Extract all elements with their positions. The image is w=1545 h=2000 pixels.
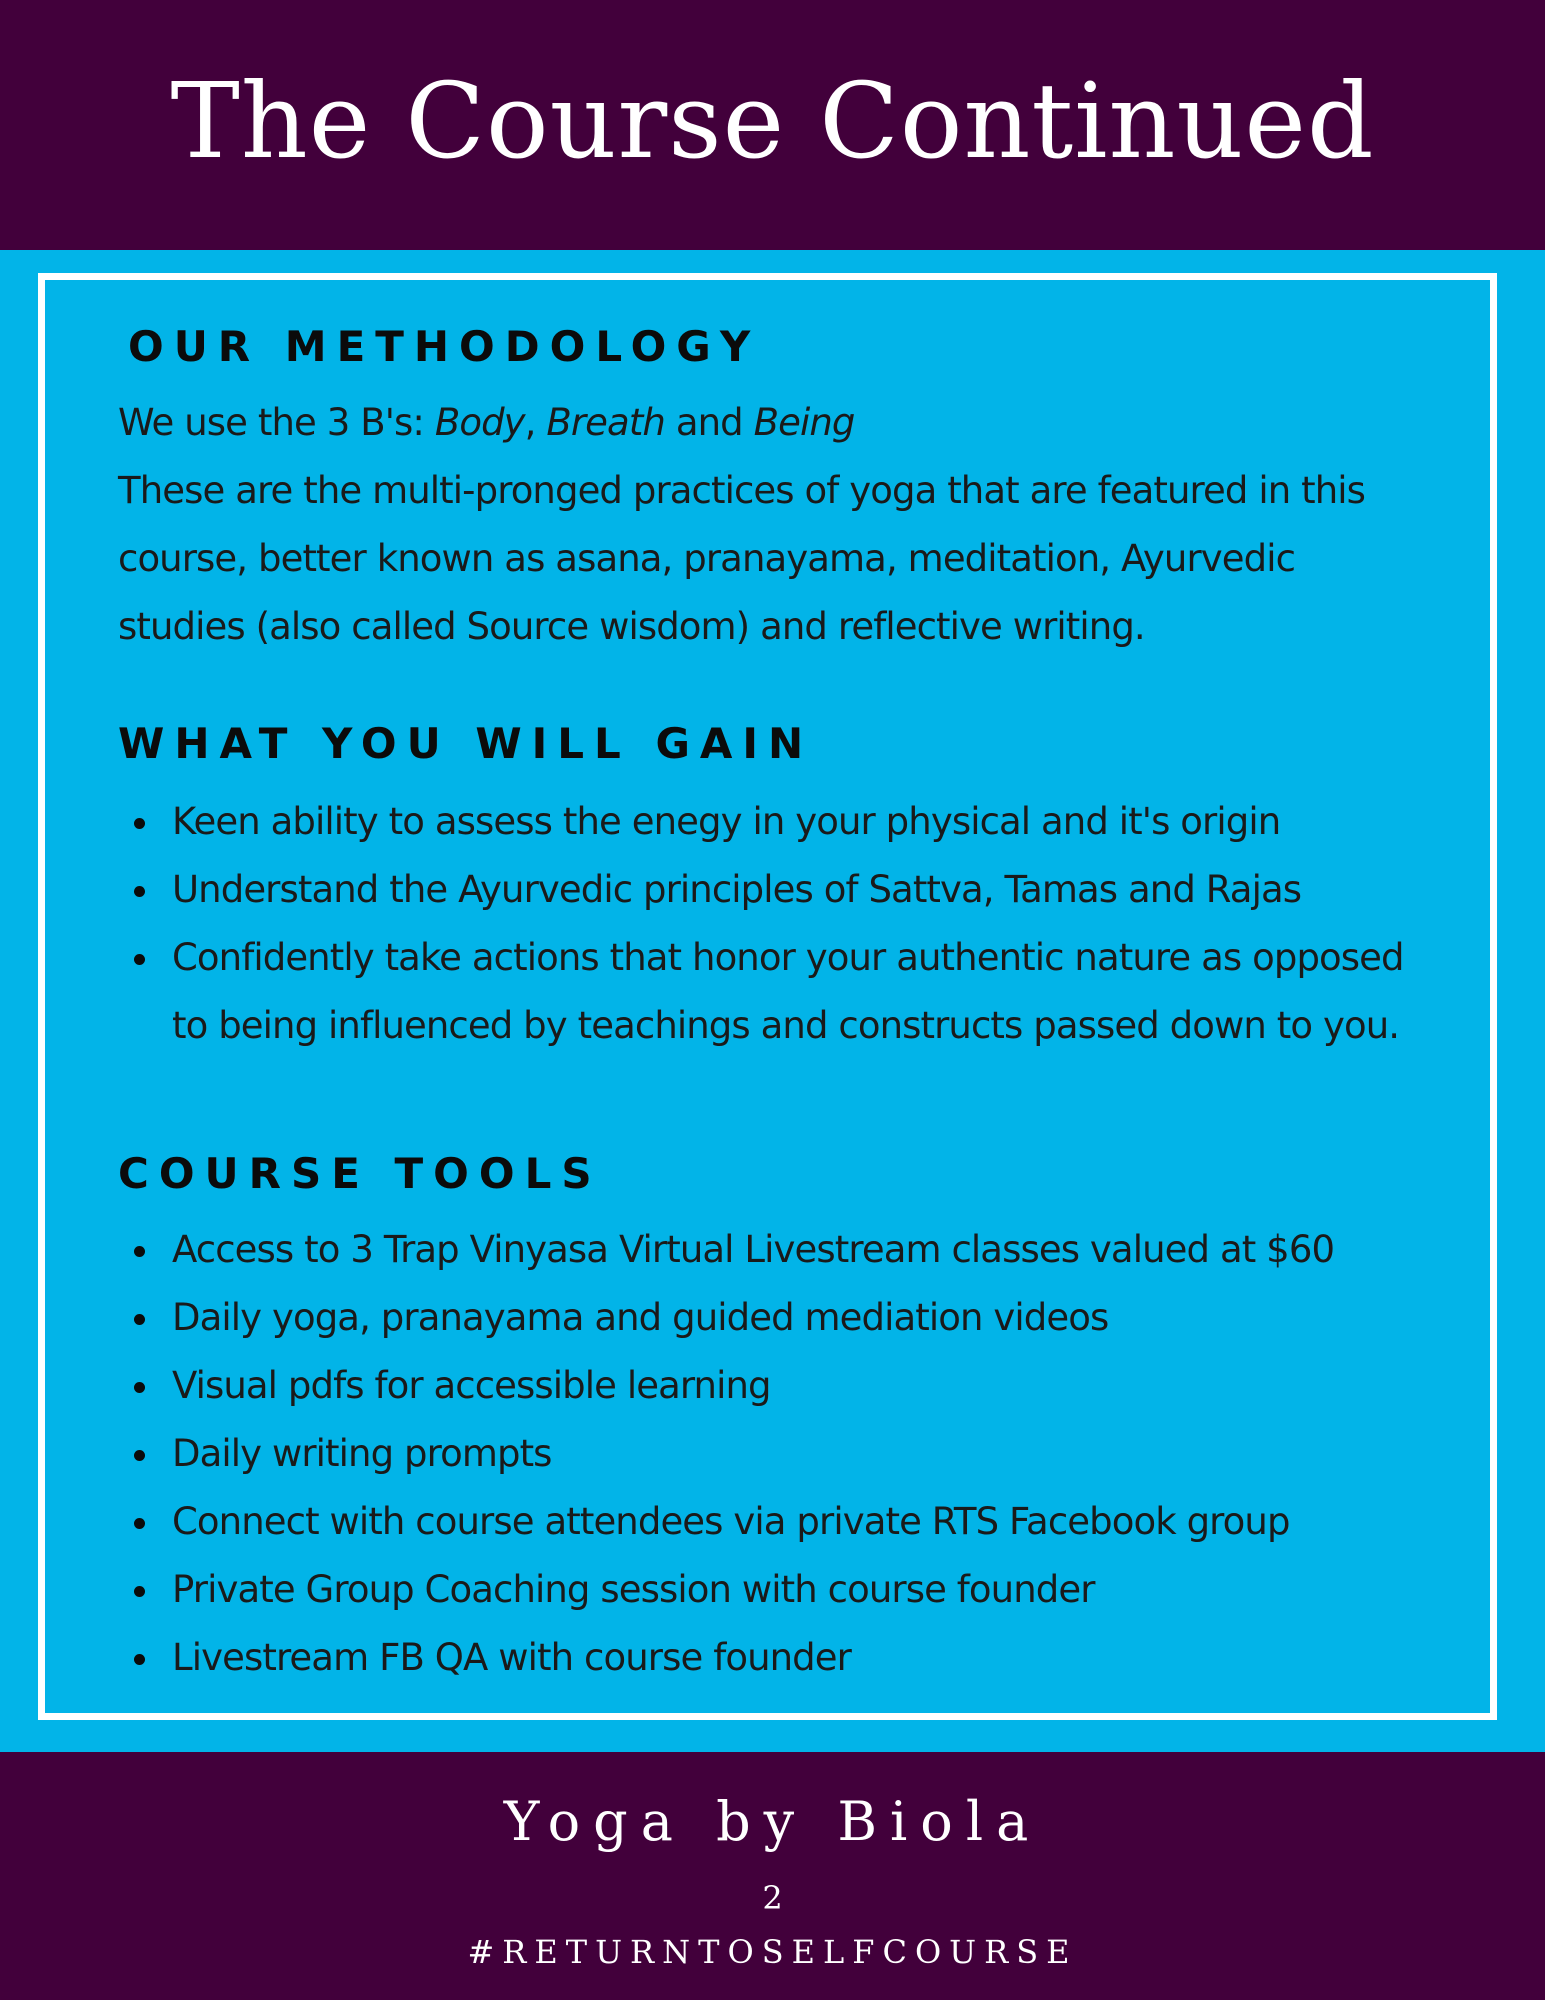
methodology-sep: , (524, 401, 547, 444)
hashtag: #RETURNTOSELFCOURSE (467, 1933, 1078, 1971)
gain-item-continuation: to being influenced by teachings and constructs passed down to you. (172, 1004, 1400, 1047)
tools-item: Private Group Coaching session with course founder (118, 1556, 1334, 1624)
tools-list (118, 1216, 1334, 1692)
tools-item: Livestream FB QA with course founder (118, 1624, 1334, 1692)
gain-item: Keen ability to assess the enegy in your physical and it's origin (118, 788, 1404, 856)
gain-heading: WHAT YOU WILL GAIN (118, 719, 814, 768)
page-header (0, 0, 1545, 250)
page-number: 2 (762, 1879, 783, 1917)
tools-item: Access to 3 Trap Vinyasa Virtual Livestream classes valued at $60 (118, 1216, 1334, 1284)
methodology-heading: OUR METHODOLOGY (128, 322, 761, 371)
tools-item: Daily writing prompts (118, 1420, 1334, 1488)
methodology-intro-prefix: We use the 3 B's: (118, 401, 435, 444)
methodology-line: These are the multi-pronged practices of yoga that are featured in this (118, 469, 1366, 512)
gain-item: Confidently take actions that honor your authentic nature as opposed (118, 924, 1404, 992)
methodology-being: Being (753, 401, 855, 444)
gain-list (118, 788, 1404, 992)
methodology-line: course, better known as asana, pranayama, meditation, Ayurvedic (118, 537, 1296, 580)
brand-name: Yoga by Biola (503, 1790, 1042, 1853)
page-title: The Course Continued (170, 60, 1375, 182)
methodology-intro (118, 389, 855, 457)
page-footer (0, 1752, 1545, 2000)
methodology-and: and (664, 401, 754, 444)
tools-item: Visual pdfs for accessible learning (118, 1352, 1334, 1420)
tools-item: Connect with course attendees via private RTS Facebook group (118, 1488, 1334, 1556)
methodology-line: studies (also called Source wisdom) and reflective writing. (118, 605, 1145, 648)
tools-heading: COURSE TOOLS (118, 1149, 602, 1198)
methodology-breath: Breath (546, 401, 665, 444)
gain-item: Understand the Ayurvedic principles of Sattva, Tamas and Rajas (118, 856, 1404, 924)
tools-item: Daily yoga, pranayama and guided mediation videos (118, 1284, 1334, 1352)
methodology-body: Body (434, 401, 525, 444)
